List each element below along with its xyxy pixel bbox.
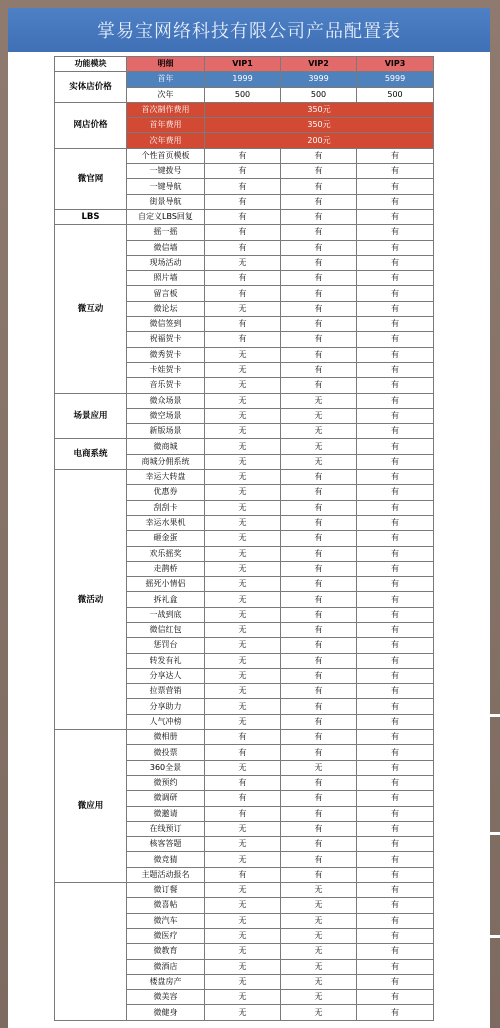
table-row [55, 439, 434, 454]
vip1-cell: 有 [205, 209, 281, 224]
vip3-cell: 有 [357, 668, 434, 683]
detail-cell: 一键导航 [127, 179, 205, 194]
page-title: 掌易宝网络科技有限公司产品配置表 [97, 21, 401, 42]
table-row [55, 225, 434, 240]
detail-cell: 微相册 [127, 730, 205, 745]
module-cell: LBS [55, 209, 127, 224]
vip1-cell: 无 [205, 255, 281, 270]
vip1-cell: 有 [205, 332, 281, 347]
vip3-cell: 有 [357, 760, 434, 775]
vip1-cell: 无 [205, 1005, 281, 1020]
vip1-cell: 无 [205, 301, 281, 316]
vip3-cell: 有 [357, 194, 434, 209]
vip2-cell: 无 [281, 913, 357, 928]
vip1-cell: 有 [205, 867, 281, 882]
detail-cell: 砸金蛋 [127, 531, 205, 546]
vip2-cell: 有 [281, 332, 357, 347]
price-cell: 200元 [205, 133, 434, 148]
vip2-cell: 无 [281, 974, 357, 989]
vip1-cell: 500 [205, 87, 281, 102]
detail-cell: 楼盘房产 [127, 974, 205, 989]
vip1-cell: 无 [205, 485, 281, 500]
vip2-cell: 有 [281, 638, 357, 653]
vip3-cell: 有 [357, 944, 434, 959]
detail-cell: 微竞猜 [127, 852, 205, 867]
vip3-cell: 有 [357, 990, 434, 1005]
detail-cell: 分享达人 [127, 668, 205, 683]
vip3-cell: 500 [357, 87, 434, 102]
vip2-cell: 无 [281, 898, 357, 913]
vip2-cell: 有 [281, 485, 357, 500]
vip2-cell: 无 [281, 424, 357, 439]
vip3-cell: 有 [357, 791, 434, 806]
header-cell-vip2: VIP2 [281, 57, 357, 72]
vip1-cell: 有 [205, 148, 281, 163]
vip2-cell: 有 [281, 653, 357, 668]
vip2-cell: 有 [281, 867, 357, 882]
vip2-cell: 有 [281, 179, 357, 194]
vip3-cell: 有 [357, 638, 434, 653]
vip1-cell: 有 [205, 225, 281, 240]
vip2-cell: 有 [281, 730, 357, 745]
detail-cell: 微订餐 [127, 883, 205, 898]
detail-cell: 微信墙 [127, 240, 205, 255]
vip3-cell: 有 [357, 271, 434, 286]
table-row [55, 730, 434, 745]
detail-cell: 首年 [127, 72, 205, 87]
vip2-cell: 有 [281, 240, 357, 255]
vip3-cell: 有 [357, 485, 434, 500]
detail-cell: 微信签到 [127, 317, 205, 332]
vip1-cell: 无 [205, 561, 281, 576]
vip3-cell: 有 [357, 531, 434, 546]
vip3-cell: 有 [357, 852, 434, 867]
vip1-cell: 无 [205, 714, 281, 729]
side-tab-marker [490, 832, 500, 835]
detail-cell: 拆礼盒 [127, 592, 205, 607]
module-cell: 场景应用 [55, 393, 127, 439]
vip3-cell: 有 [357, 959, 434, 974]
vip3-cell: 有 [357, 378, 434, 393]
vip3-cell: 有 [357, 577, 434, 592]
vip3-cell: 有 [357, 408, 434, 423]
vip2-cell: 有 [281, 301, 357, 316]
vip3-cell: 有 [357, 745, 434, 760]
vip2-cell: 有 [281, 622, 357, 637]
vip2-cell: 有 [281, 255, 357, 270]
detail-cell: 微秀贺卡 [127, 347, 205, 362]
vip2-cell: 有 [281, 317, 357, 332]
vip2-cell: 有 [281, 607, 357, 622]
vip1-cell: 有 [205, 745, 281, 760]
vip1-cell: 无 [205, 883, 281, 898]
detail-cell: 微医疗 [127, 928, 205, 943]
vip2-cell: 无 [281, 928, 357, 943]
module-cell: 微应用 [55, 730, 127, 883]
vip3-cell: 5999 [357, 72, 434, 87]
vip1-cell: 无 [205, 424, 281, 439]
vip3-cell: 有 [357, 209, 434, 224]
vip2-cell: 有 [281, 347, 357, 362]
header-cell-detail: 明细 [127, 57, 205, 72]
detail-cell: 走鹊桥 [127, 561, 205, 576]
vip2-cell: 有 [281, 806, 357, 821]
table-row [55, 102, 434, 117]
detail-cell: 微空场景 [127, 408, 205, 423]
vip2-cell: 有 [281, 286, 357, 301]
price-cell: 350元 [205, 102, 434, 117]
vip2-cell: 有 [281, 837, 357, 852]
vip2-cell: 有 [281, 561, 357, 576]
vip1-cell: 无 [205, 699, 281, 714]
vip1-cell: 无 [205, 531, 281, 546]
table-row [55, 72, 434, 87]
vip3-cell: 有 [357, 821, 434, 836]
vip3-cell: 有 [357, 179, 434, 194]
detail-cell: 微投票 [127, 745, 205, 760]
detail-cell: 微喜帖 [127, 898, 205, 913]
vip1-cell: 无 [205, 653, 281, 668]
title-banner [8, 8, 490, 52]
vip1-cell: 有 [205, 775, 281, 790]
vip2-cell: 3999 [281, 72, 357, 87]
module-cell: 电商系统 [55, 439, 127, 470]
vip1-cell: 有 [205, 164, 281, 179]
detail-cell: 卡娃贺卡 [127, 362, 205, 377]
table-row [55, 470, 434, 485]
vip1-cell: 无 [205, 638, 281, 653]
side-tab-marker [490, 935, 500, 938]
vip1-cell: 无 [205, 959, 281, 974]
vip2-cell: 有 [281, 775, 357, 790]
vip2-cell: 有 [281, 577, 357, 592]
detail-cell: 优惠券 [127, 485, 205, 500]
vip2-cell: 无 [281, 990, 357, 1005]
vip2-cell: 有 [281, 821, 357, 836]
vip1-cell: 无 [205, 500, 281, 515]
vip1-cell: 无 [205, 592, 281, 607]
vip3-cell: 有 [357, 301, 434, 316]
vip2-cell: 有 [281, 852, 357, 867]
detail-cell: 摇一摇 [127, 225, 205, 240]
module-cell: 微互动 [55, 225, 127, 393]
detail-cell: 一键拨号 [127, 164, 205, 179]
vip2-cell: 有 [281, 592, 357, 607]
vip1-cell: 有 [205, 179, 281, 194]
detail-cell: 自定义LBS回复 [127, 209, 205, 224]
vip3-cell: 有 [357, 607, 434, 622]
detail-cell: 核客答题 [127, 837, 205, 852]
vip2-cell: 有 [281, 745, 357, 760]
header-cell-vip3: VIP3 [357, 57, 434, 72]
vip3-cell: 有 [357, 424, 434, 439]
vip2-cell: 有 [281, 684, 357, 699]
detail-cell: 幸运大转盘 [127, 470, 205, 485]
detail-cell: 新版场景 [127, 424, 205, 439]
config-table [54, 56, 434, 1021]
price-cell: 350元 [205, 118, 434, 133]
vip3-cell: 有 [357, 592, 434, 607]
vip1-cell: 有 [205, 317, 281, 332]
vip2-cell: 无 [281, 1005, 357, 1020]
vip1-cell: 无 [205, 515, 281, 530]
vip3-cell: 有 [357, 867, 434, 882]
vip3-cell: 有 [357, 730, 434, 745]
detail-cell: 360全景 [127, 760, 205, 775]
vip1-cell: 无 [205, 928, 281, 943]
detail-cell: 微美容 [127, 990, 205, 1005]
vip2-cell: 有 [281, 362, 357, 377]
vip3-cell: 有 [357, 883, 434, 898]
vip1-cell: 无 [205, 347, 281, 362]
vip2-cell: 无 [281, 393, 357, 408]
vip1-cell: 无 [205, 668, 281, 683]
vip1-cell: 无 [205, 913, 281, 928]
module-cell: 微活动 [55, 470, 127, 730]
vip1-cell: 无 [205, 990, 281, 1005]
vip3-cell: 有 [357, 837, 434, 852]
vip1-cell: 无 [205, 577, 281, 592]
vip2-cell: 有 [281, 194, 357, 209]
vip3-cell: 有 [357, 546, 434, 561]
vip3-cell: 有 [357, 332, 434, 347]
vip3-cell: 有 [357, 515, 434, 530]
detail-cell: 次年 [127, 87, 205, 102]
vip1-cell: 无 [205, 898, 281, 913]
detail-cell: 微商城 [127, 439, 205, 454]
vip1-cell: 无 [205, 393, 281, 408]
vip2-cell: 有 [281, 714, 357, 729]
vip1-cell: 无 [205, 439, 281, 454]
vip2-cell: 无 [281, 944, 357, 959]
vip2-cell: 无 [281, 454, 357, 469]
detail-cell: 惩罚台 [127, 638, 205, 653]
vip2-cell: 无 [281, 959, 357, 974]
vip1-cell: 有 [205, 271, 281, 286]
detail-cell: 转发有礼 [127, 653, 205, 668]
detail-cell: 祝福贺卡 [127, 332, 205, 347]
detail-cell: 欢乐摇奖 [127, 546, 205, 561]
module-cell [55, 883, 127, 1021]
vip3-cell: 有 [357, 806, 434, 821]
vip3-cell: 有 [357, 684, 434, 699]
vip3-cell: 有 [357, 148, 434, 163]
detail-cell: 街景导航 [127, 194, 205, 209]
vip3-cell: 有 [357, 622, 434, 637]
vip3-cell: 有 [357, 240, 434, 255]
vip2-cell: 有 [281, 378, 357, 393]
vip2-cell: 有 [281, 500, 357, 515]
vip1-cell: 无 [205, 607, 281, 622]
vip2-cell: 有 [281, 791, 357, 806]
vip3-cell: 有 [357, 362, 434, 377]
vip3-cell: 有 [357, 714, 434, 729]
vip1-cell: 无 [205, 944, 281, 959]
vip3-cell: 有 [357, 974, 434, 989]
vip1-cell: 无 [205, 684, 281, 699]
detail-cell: 留言板 [127, 286, 205, 301]
vip3-cell: 有 [357, 928, 434, 943]
vip2-cell: 有 [281, 531, 357, 546]
detail-cell: 微预约 [127, 775, 205, 790]
vip1-cell: 无 [205, 852, 281, 867]
detail-cell: 音乐贺卡 [127, 378, 205, 393]
vip2-cell: 有 [281, 209, 357, 224]
detail-cell: 商城分佣系统 [127, 454, 205, 469]
detail-cell: 微调研 [127, 791, 205, 806]
detail-cell: 微教育 [127, 944, 205, 959]
vip3-cell: 有 [357, 561, 434, 576]
vip1-cell: 无 [205, 821, 281, 836]
vip1-cell: 1999 [205, 72, 281, 87]
detail-cell: 首次制作费用 [127, 102, 205, 117]
vip1-cell: 有 [205, 791, 281, 806]
vip2-cell: 有 [281, 699, 357, 714]
vip2-cell: 有 [281, 668, 357, 683]
vip3-cell: 有 [357, 255, 434, 270]
detail-cell: 分享助力 [127, 699, 205, 714]
vip1-cell: 有 [205, 806, 281, 821]
vip1-cell: 无 [205, 408, 281, 423]
vip2-cell: 有 [281, 164, 357, 179]
table-row [55, 393, 434, 408]
detail-cell: 个性首页模板 [127, 148, 205, 163]
vip2-cell: 有 [281, 515, 357, 530]
module-cell: 实体店价格 [55, 72, 127, 103]
vip2-cell: 有 [281, 148, 357, 163]
vip3-cell: 有 [357, 775, 434, 790]
table-row [55, 883, 434, 898]
vip3-cell: 有 [357, 1005, 434, 1020]
vip2-cell: 有 [281, 225, 357, 240]
detail-cell: 微信红包 [127, 622, 205, 637]
detail-cell: 微酒店 [127, 959, 205, 974]
detail-cell: 在线预订 [127, 821, 205, 836]
vip3-cell: 有 [357, 653, 434, 668]
side-tab-marker [490, 714, 500, 717]
header-row [55, 57, 434, 72]
vip1-cell: 无 [205, 546, 281, 561]
vip3-cell: 有 [357, 470, 434, 485]
detail-cell: 拉票营销 [127, 684, 205, 699]
detail-cell: 主题活动报名 [127, 867, 205, 882]
vip3-cell: 有 [357, 500, 434, 515]
vip1-cell: 无 [205, 454, 281, 469]
vip3-cell: 有 [357, 164, 434, 179]
vip2-cell: 无 [281, 408, 357, 423]
detail-cell: 微汽车 [127, 913, 205, 928]
vip3-cell: 有 [357, 286, 434, 301]
header-cell-module: 功能模块 [55, 57, 127, 72]
vip1-cell: 有 [205, 730, 281, 745]
detail-cell: 幸运水果机 [127, 515, 205, 530]
vip3-cell: 有 [357, 913, 434, 928]
vip2-cell: 无 [281, 760, 357, 775]
vip3-cell: 有 [357, 898, 434, 913]
vip2-cell: 无 [281, 439, 357, 454]
vip3-cell: 有 [357, 225, 434, 240]
module-cell: 微官网 [55, 148, 127, 209]
detail-cell: 次年费用 [127, 133, 205, 148]
vip2-cell: 有 [281, 271, 357, 286]
vip3-cell: 有 [357, 439, 434, 454]
vip2-cell: 有 [281, 546, 357, 561]
vip1-cell: 无 [205, 760, 281, 775]
detail-cell: 照片墙 [127, 271, 205, 286]
module-cell: 网店价格 [55, 102, 127, 148]
vip1-cell: 无 [205, 362, 281, 377]
vip3-cell: 有 [357, 347, 434, 362]
table-row [55, 209, 434, 224]
vip3-cell: 有 [357, 317, 434, 332]
detail-cell: 微论坛 [127, 301, 205, 316]
vip1-cell: 无 [205, 378, 281, 393]
vip1-cell: 无 [205, 622, 281, 637]
detail-cell: 一战到底 [127, 607, 205, 622]
vip1-cell: 无 [205, 837, 281, 852]
vip1-cell: 有 [205, 240, 281, 255]
detail-cell: 现场活动 [127, 255, 205, 270]
detail-cell: 人气冲榜 [127, 714, 205, 729]
vip3-cell: 有 [357, 454, 434, 469]
vip2-cell: 无 [281, 883, 357, 898]
table-row [55, 148, 434, 163]
detail-cell: 首年费用 [127, 118, 205, 133]
vip2-cell: 有 [281, 470, 357, 485]
vip1-cell: 无 [205, 470, 281, 485]
vip1-cell: 有 [205, 286, 281, 301]
detail-cell: 刮刮卡 [127, 500, 205, 515]
vip2-cell: 500 [281, 87, 357, 102]
header-cell-vip1: VIP1 [205, 57, 281, 72]
detail-cell: 微邀请 [127, 806, 205, 821]
vip1-cell: 无 [205, 974, 281, 989]
vip3-cell: 有 [357, 393, 434, 408]
vip1-cell: 有 [205, 194, 281, 209]
detail-cell: 微众场景 [127, 393, 205, 408]
vip3-cell: 有 [357, 699, 434, 714]
detail-cell: 微健身 [127, 1005, 205, 1020]
detail-cell: 摇死小情侣 [127, 577, 205, 592]
